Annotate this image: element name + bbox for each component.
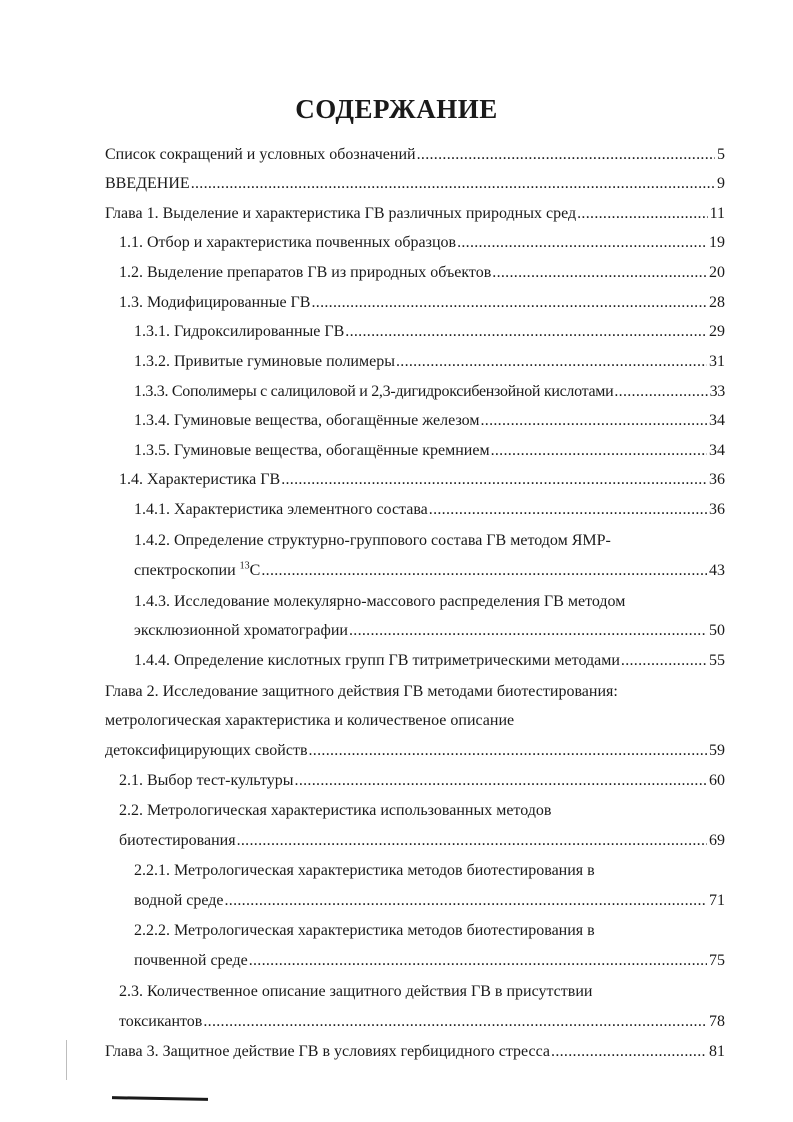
toc-entry-page: 34: [709, 412, 725, 429]
toc-entry[interactable]: [105, 203, 725, 225]
toc-entry-page: 60: [709, 772, 725, 789]
leader-dots: [261, 560, 707, 582]
toc-entry-page: 71: [709, 892, 725, 909]
toc-entry[interactable]: [119, 770, 725, 792]
toc-entry-title: токсикантов: [119, 1013, 203, 1030]
toc-entry-page: 28: [709, 294, 725, 311]
toc-entry[interactable]: [134, 499, 725, 521]
toc-entry-page: 50: [709, 622, 725, 639]
leader-dots: [249, 950, 707, 972]
leader-dots: [577, 203, 707, 225]
leader-dots: [396, 351, 707, 373]
toc-entry[interactable]: [105, 1041, 725, 1063]
toc-entry-title: Глава 3. Защитное действие ГВ в условиях гербицидного стресса: [105, 1043, 551, 1060]
leader-dots: [349, 620, 707, 642]
leader-dots: [614, 381, 707, 403]
toc-entry[interactable]: [119, 830, 725, 852]
toc-entry-title: [134, 560, 260, 582]
toc-entry-title: 2.1. Выбор тест-культуры: [119, 772, 294, 789]
toc-entry-page: 11: [709, 205, 725, 222]
toc-entry-title: 1.2. Выделение препаратов ГВ из природных объектов: [119, 264, 492, 281]
toc-entry-page: 78: [709, 1013, 725, 1030]
toc-entry-first-line: Глава 2. Исследование защитного действия ГВ методами биотестирования:: [105, 683, 618, 700]
leader-dots: [429, 499, 707, 521]
toc-entry[interactable]: [134, 650, 725, 672]
leader-dots: [237, 830, 707, 852]
leader-dots: [191, 173, 715, 195]
toc-entry[interactable]: [105, 740, 725, 762]
toc-entry-title: эксклюзионной хроматографии: [134, 622, 348, 639]
toc-entry-page: 43: [709, 562, 725, 579]
toc-entry-title: 1.3.2. Привитые гуминовые полимеры: [134, 353, 395, 370]
toc-entry[interactable]: [105, 144, 725, 166]
leader-dots: [457, 232, 707, 254]
toc-entry[interactable]: [119, 232, 725, 254]
toc-entry[interactable]: [105, 173, 725, 195]
leader-dots: [281, 469, 707, 491]
toc-entry[interactable]: [119, 469, 725, 491]
toc-entry-page: 69: [709, 832, 725, 849]
toc-entry-first-line: 2.2. Метрологическая характеристика использованных методов: [119, 802, 552, 819]
toc-entry[interactable]: [119, 262, 725, 284]
leader-dots: [309, 740, 708, 762]
toc-entry[interactable]: [134, 381, 725, 403]
toc-entry-page: 5: [717, 146, 725, 163]
toc-entry-title: биотестирования: [119, 832, 236, 849]
toc-entry-title: почвенной среде: [134, 952, 248, 969]
toc-entry[interactable]: [134, 321, 725, 343]
toc-entry-page: 20: [709, 264, 725, 281]
leader-dots: [203, 1011, 707, 1033]
leader-dots: [311, 292, 707, 314]
toc-entry-page: 59: [709, 742, 725, 759]
toc-entry-page: 31: [709, 353, 725, 370]
toc-entry-title: Глава 1. Выделение и характеристика ГВ различных природных сред: [105, 205, 577, 222]
toc-entry-page: 36: [709, 471, 725, 488]
leader-dots: [551, 1041, 707, 1063]
toc-entry-title: водной среде: [134, 892, 224, 909]
toc-entry[interactable]: [134, 351, 725, 373]
toc-entry-title: 1.3.3. Сополимеры с салициловой и 2,3-дигидроксибензойной кислотами: [134, 383, 614, 400]
toc-entry-title: 1.3. Модифицированные ГВ: [119, 294, 311, 311]
page-title: СОДЕРЖАНИЕ: [295, 94, 498, 124]
toc-entry-page: 36: [709, 501, 725, 518]
toc-entry-first-line: 2.2.1. Метрологическая характеристика методов биотестирования в: [134, 862, 595, 879]
toc-entry-page: 34: [709, 442, 725, 459]
toc-entry[interactable]: [119, 292, 725, 314]
toc-entry-title: 1.4.1. Характеристика элементного состава: [134, 501, 428, 518]
toc-entry-title-prefix: спектроскопии: [134, 562, 236, 579]
toc-entry-title: 1.3.5. Гуминовые вещества, обогащённые кремнием: [134, 442, 490, 459]
toc-entry-page: 33: [709, 383, 725, 400]
toc-entry-page: 75: [709, 952, 725, 969]
toc-entry-page: 55: [709, 652, 725, 669]
leader-dots: [492, 262, 707, 284]
superscript-isotope: 13: [239, 560, 250, 572]
toc-entry-page: 81: [709, 1043, 725, 1060]
toc-entry-title: детоксифицирующих свойств: [105, 742, 308, 759]
toc-entry-first-line: 2.2.2. Метрологическая характеристика методов биотестирования в: [134, 922, 595, 939]
toc-entry-title: 1.1. Отбор и характеристика почвенных образцов: [119, 234, 457, 251]
scan-margin-mark: [66, 1040, 67, 1080]
leader-dots: [480, 410, 707, 432]
toc-entry-title: 1.4. Характеристика ГВ: [119, 471, 281, 488]
toc-entry-middle-line: метрологическая характеристика и количественое описание: [105, 712, 515, 729]
toc-entry[interactable]: [134, 440, 725, 462]
toc-entry-page: 29: [709, 323, 725, 340]
toc-entry-first-line: 1.4.3. Исследование молекулярно-массового распределения ГВ методом: [134, 593, 626, 610]
toc-entry-first-line: 2.3. Количественное описание защитного действия ГВ в присутствии: [119, 983, 593, 1000]
leader-dots: [224, 890, 707, 912]
toc-entry-title: 1.3.4. Гуминовые вещества, обогащённые железом: [134, 412, 480, 429]
toc-entry-title-suffix: С: [249, 562, 261, 579]
toc-entry-title: Список сокращений и условных обозначений: [105, 146, 416, 163]
toc-entry-page: 9: [717, 175, 725, 192]
toc-entry-title: ВВЕДЕНИЕ: [105, 175, 190, 192]
toc-entry[interactable]: [134, 890, 725, 912]
leader-dots: [621, 650, 707, 672]
toc-entry[interactable]: [134, 560, 725, 582]
leader-dots: [295, 770, 707, 792]
toc-entry-title: 1.4.4. Определение кислотных групп ГВ титриметрическими методами: [134, 652, 620, 669]
toc-entry-page: 19: [709, 234, 725, 251]
toc-entry-title: 1.3.1. Гидроксилированные ГВ: [134, 323, 345, 340]
leader-dots: [491, 440, 707, 462]
toc-entry[interactable]: [134, 620, 725, 642]
toc-entry[interactable]: [119, 1011, 725, 1033]
leader-dots: [345, 321, 707, 343]
toc-entry[interactable]: [134, 410, 725, 432]
toc-entry-first-line: 1.4.2. Определение структурно-группового состава ГВ методом ЯМР-: [134, 532, 611, 549]
toc-entry[interactable]: [134, 950, 725, 972]
leader-dots: [417, 144, 715, 166]
